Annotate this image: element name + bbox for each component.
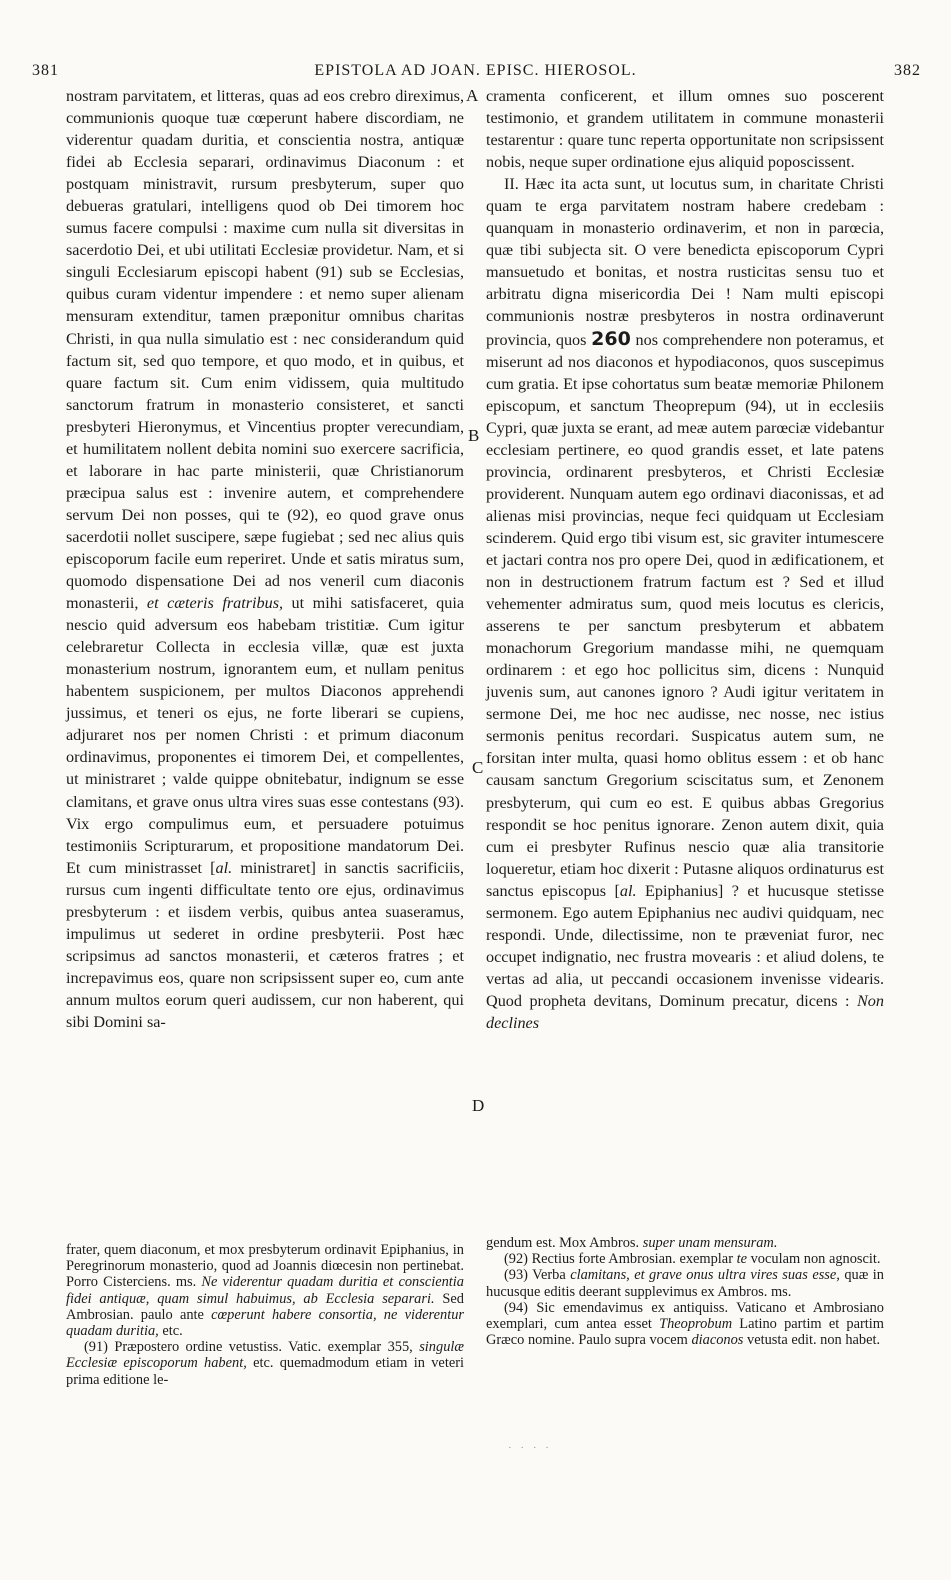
margin-marker-d: D	[472, 1096, 485, 1115]
footnotes-right	[486, 1235, 884, 1348]
margin-marker-a: A	[466, 86, 479, 105]
left-paragraph: nostram parvitatem, et litteras, quas ad eos crebro direximus, communionis quoque tuæ cœperunt habere discordiam, ne viderentur quadam duritia, et conscientia nostra, antiquæ fidei ab Ecclesia separari, ordinavimus Diaconum : et postquam ministravit, rursum presbyterum, super quo debueras gratulari, intelligens quod ob Dei timorem hoc sumus facere compulsi : maxime cum nulla sit diversitas in sacerdotio Dei, et ubi utilitati Ecclesiæ providetur. Nam, et si singuli Ecclesiarum episcopi habent (91) sub se Ecclesias, quibus curam videntur impendere : et nemo super alienam mensuram extenditur, tamen præponitur omnibus charitas Christi, in qua nulla simulatio est : nec considerandum quid factum sit, sed quo tempore, et quo modo, et in quibus, et quare factum sit. Cum enim vidissem, quia multitudo sanctorum fratrum in monasterio consisteret, et sancti presbyteri Hieronymus, et Vincentius propter verecundiam, et humilitatem nollent debita nomini suo exercere sacrificia, et laborare in hac parte ministerii, quæ Christianorum præcipua salus est : invenire autem, et comprehendere servum Dei non posses, qui te (92), eo quod grave onus sacerdotii nollet suscipere, sæpe fugiebat ; sed nec alius quis episcoporum facile eum reperiret. Unde et satis miratus sum, quomodo dispensatione Dei ad nos veneril cum diaconis monasterii, et cæteris fratribus, ut mihi satisfaceret, quia nescio quid adversum eos habebam tristitiæ. Cum igitur celebraretur Collecta in ecclesia villæ, quæ est juxta monasterium nostrum, ignorantem eum, et nullam penitus habentem suspicionem, per multos Diaconos apprehendi jussimus, et teneri os ejus, ne forte liberari se cupiens, adjuraret nos per nomen Christi : et primum diaconum ordinavimus, proponentes ei timorem Dei, et compellentes, ut ministraret ; valde quippe obnitebatur, indignum se esse clamitans, et grave onus ultra vires suas esse contestans (93). Vix ergo compulimus eum, et persuadere potuimus testimoniis Scripturarum, et propositione mandatorum Dei. Et cum ministrasset [al. ministraret] in sanctis sacrificiis, rursus cum ingenti difficultate tento ore ejus, ordinavimus presbyterum : et iisdem verbis, quibus antea suaseramus, impulimus ut sederet in ordine presbyterii. Post hæc scripsimus ad sanctos monasterii, et cæteros fratres ; et increpavimus eos, quare non scripsissent super eo, cum ante annum multos eorum queri audissem, cur non haberent, qui sibi Domini sa-	[66, 87, 465, 1031]
print-speckle: · · · ·	[508, 1442, 552, 1454]
footnote-92: (92) Rectius forte Ambrosian. exemplar te voculam non agnoscit.	[504, 1251, 881, 1268]
right-paragraph-1: cramenta conficerent, et illum omnes suo poscerent testimonio, et grandem utilitatem in commune monasterii testarentur : quare tunc reperta opportunitate non scripsissent nobis, neque super ordinatione ejus aliquid poposcissent.	[486, 87, 884, 172]
footnote-94: (94) Sic emendavimus ex antiquiss. Vaticano et Ambrosiano exemplari, cum antea esset Theoprobum Latino partim et partim Græco nomine. Paulo supra vocem diaconos vetusta edit. non habet.	[486, 1299, 884, 1349]
running-title: EPISTOLA AD JOAN. EPISC. HIEROSOL.	[314, 62, 637, 79]
footnote-continuation: frater, quem diaconum, et mox presbyterum ordinavit Epiphanius, in Peregrinorum monasterio, quod ad Joannis diœcesin non pertinebat. Porro Cisterciens. ms. Ne viderentur quadam duritia et conscientia fidei antiquæ, quam simul habuimus, ab Ecclesia separari. Sed Ambrosian. paulo ante cœperunt habere consortia, ne viderentur quadam duritia, etc.	[66, 1242, 464, 1340]
right-paragraph-2: II. Hæc ita acta sunt, ut locutus sum, in charitate Christi quam te erga parvitatem nostram habere credebam : quanquam in monasterio ordinaverim, et non in parœcia, quæ tibi subjecta sit. O vere benedicta episcoporum Cypri mansuetudo et bonitas, et nostra rusticitas sensu tuo et arbitratu digna misericordia Dei ! Nam multi episcopi communionis nostræ presbyteros in nostra ordinaverunt provincia, quos 260 nos comprehendere non poteramus, et miserunt ad nos diaconos et hypodiaconos, quos suscepimus cum gratia. Et ipse cohortatus sum beatæ memoriæ Philonem episcopum, et sanctum Theoprepum (94), ut in ecclesiis Cypri, quæ juxta se erant, ad meæ autem parœciæ videbantur ecclesiam pertinere, eo quod grandis esset, et late patens provincia, ordinarent presbyteros, et Christi Ecclesiæ providerent. Nunquam autem ego ordinavi diaconissas, et ad alienas misi provincias, neque feci quidquam ut Ecclesiam scinderem. Quid ergo tibi visum est, sic graviter intumescere et jactari contra nos pro opere Dei, quod in ædificationem, et non in destructionem fratrum factum est ? Sed et illud vehementer admiratus sum, quod meis locutus es clericis, asserens te per sanctum presbyterum et abbatem monachorum Gregorium mandasse mihi, ne quemquam ordinarem : et ego hoc pollicitus sim, dicens : Nunquid juvenis sum, aut canones ignoro ? Audi igitur veritatem in sermone Dei, me hoc nec audisse, nec nosse, nec istius sermonis penitus recordari. Suspicatus autem sum, ne forsitan inter multa, quasi homo oblitus essem : et ob hanc causam sanctum Gregorium sciscitatus sum, et Zenonem presbyterum, qui cum eo est. E quibus abbas Gregorius respondit se hoc penitus ignorare. Zenon autem dixit, quia cum ei presbyter Rufinus nescio quæ alia transitorie loqueretur, etiam hoc dixerit : Putasne aliquos ordinaturus est sanctus episcopus [al. Epiphanius] ? et hucusque stetisse sermonem. Ego autem Epiphanius nec audivi quidquam, nec respondi. Unde, dilectissime, non te præveniat furor, nec occupet indignatio, nec frustra movearis : et aliud dolens, te vertas ad alia, ut peccandi occasionem invenisse videaris. Quod propheta devitans, Dominum precatur, dicens : Non declines	[486, 175, 885, 1032]
footnote-93: (93) Verba clamitans, et grave onus ultra vires suas esse, quæ in hucusque editis deerant supplevimus ex Ambros. ms.	[486, 1267, 884, 1300]
print-page-number: 260	[591, 327, 631, 350]
left-column	[66, 85, 464, 1033]
footnote-91: (91) Præpostero ordine vetustiss. Vatic. exemplar 355, singulæ Ecclesiæ episcoporum habent, etc. quemadmodum etiam in veteri prima editione le-	[66, 1339, 464, 1388]
running-header	[28, 60, 923, 84]
page-number-left: 381	[32, 62, 59, 79]
margin-marker-b: B	[468, 426, 480, 445]
footnote-91-continuation: gendum est. Mox Ambros. super unam mensuram.	[486, 1235, 778, 1251]
page-number-right: 382	[894, 62, 921, 79]
right-column	[486, 85, 884, 1034]
footnotes-left	[66, 1242, 464, 1388]
margin-marker-c: C	[472, 758, 484, 777]
